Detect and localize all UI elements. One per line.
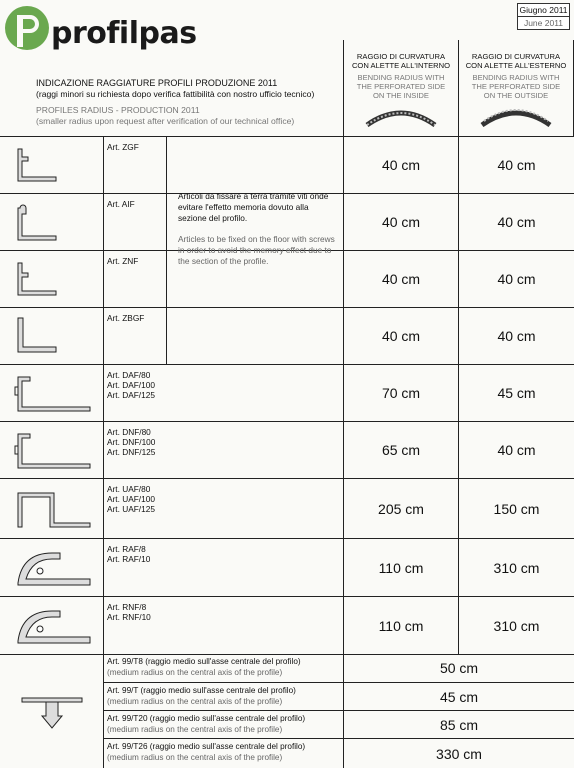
profile-image-cell [0, 365, 104, 421]
uaf-profile-icon [12, 487, 92, 531]
logo-text: profilpas [51, 16, 197, 51]
medium-radius-cell: 45 cm [343, 683, 574, 710]
aif-profile-icon [12, 204, 62, 244]
outside-radius-cell: 45 cm [458, 365, 574, 421]
outside-radius-cell: 40 cm [458, 194, 574, 250]
inside-it-line1: RAGGIO DI CURVATURA [356, 52, 446, 61]
medium-radius-cell: 50 cm [343, 654, 574, 682]
article-cell [104, 194, 166, 250]
profile-image-cell [0, 597, 104, 654]
description-it: Articoli da fissare a terra tramite viti onde evitare l'effetto memoria dovuto alla sezione del profilo. [178, 191, 329, 223]
article-label: Art. DNF/125 [107, 446, 156, 457]
title-en-block [36, 105, 294, 126]
article-label: Art. UAF/100 [107, 493, 155, 504]
date-box [517, 3, 570, 30]
table-row [104, 739, 574, 768]
date-en: June 2011 [523, 18, 564, 28]
article-cell [104, 365, 166, 421]
inside-radius-cell: 40 cm [343, 308, 458, 364]
inside-radius-cell: 65 cm [343, 422, 458, 478]
article-label: Art. ZGF [107, 142, 139, 152]
inside-it-line2: CON ALETTE ALL'INTERNO [351, 61, 451, 71]
dnf-profile-icon [12, 430, 92, 472]
article-label: Art. RAF/8 [107, 544, 146, 554]
title-it-block [36, 78, 314, 100]
outside-radius-cell: 40 cm [458, 251, 574, 307]
profile-image-cell [0, 308, 104, 364]
description-en: Articles to be fixed on the floor with screws in order to avoid the memory effect due to the section of the profile. [178, 234, 335, 266]
outside-it-line2: CON ALETTE ALL'ESTERNO [465, 61, 567, 71]
article-label: Art. RNF/10 [107, 611, 151, 622]
inside-radius-cell: 70 cm [343, 365, 458, 421]
table-row [0, 365, 574, 422]
title-it: INDICAZIONE RAGGIATURE PROFILI PRODUZIONE 2011 [36, 78, 278, 88]
article-label: Art. DNF/100 [107, 436, 156, 447]
article-cell [104, 137, 166, 193]
table-row [104, 654, 574, 683]
article-label: Art. RNF/8 [107, 602, 147, 612]
outside-en-line2: THE PERFORATED SIDE [471, 82, 561, 92]
outside-en-line1: BENDING RADIUS WITH [472, 73, 560, 83]
zgf-profile-icon [12, 147, 62, 185]
profilpas-logo-icon [3, 3, 53, 55]
column-header-inside [343, 40, 458, 136]
article-label: Art. 99/T8 (raggio medio sull'asse centrale del profilo) [107, 657, 301, 666]
article-label: Art. RAF/10 [107, 553, 151, 564]
article-cell [104, 597, 166, 654]
profile-image-cell [0, 194, 104, 250]
inside-radius-cell: 205 cm [343, 479, 458, 538]
inside-en-line3: ON THE INSIDE [373, 91, 429, 101]
inside-radius-cell: 110 cm [343, 597, 458, 654]
subtitle-it: (raggi minori su richiesta dopo verifica fattibilità con nostro ufficio tecnico) [36, 89, 315, 100]
article-label: Art. DAF/80 [107, 370, 151, 380]
article-note: (medium radius on the central axis of the profile) [107, 668, 283, 678]
article-note: (medium radius on the central axis of the profile) [107, 725, 283, 735]
outside-en-line3: ON THE OUTSIDE [483, 91, 549, 101]
article-label: Art. DAF/100 [107, 379, 155, 390]
znf-profile-icon [12, 261, 62, 299]
zbgf-profile-icon [12, 316, 62, 356]
outside-radius-cell: 150 cm [458, 479, 574, 538]
article-label: Art. DAF/125 [107, 389, 155, 400]
article-cell [104, 539, 166, 596]
article-label: Art. ZNF [107, 256, 139, 266]
medium-radius-cell: 330 cm [343, 739, 574, 768]
table-row [0, 539, 574, 597]
article-note: (medium radius on the central axis of the profile) [107, 697, 283, 707]
article-cell [104, 479, 166, 538]
article-label: Art. DNF/80 [107, 427, 151, 437]
article-cell [104, 422, 166, 478]
table-row [0, 597, 574, 655]
inside-radius-cell: 40 cm [343, 194, 458, 250]
raf-profile-icon [12, 547, 92, 589]
inside-radius-cell: 40 cm [343, 137, 458, 193]
outside-radius-cell: 40 cm [458, 137, 574, 193]
article-cell [104, 251, 166, 307]
profile-image-cell [0, 654, 104, 768]
curve-outside-icon [476, 105, 556, 127]
outside-radius-cell: 310 cm [458, 597, 574, 654]
article-label: Art. ZBGF [107, 313, 145, 323]
inside-radius-cell: 110 cm [343, 539, 458, 596]
profile-image-cell [0, 251, 104, 307]
inside-radius-cell: 40 cm [343, 251, 458, 307]
title-en: PROFILES RADIUS - PRODUCTION 2011 [36, 105, 200, 115]
t-profile-section [0, 654, 574, 768]
article-label: Art. AIF [107, 199, 135, 209]
mounting-description [166, 136, 343, 364]
article-label: Art. UAF/80 [107, 484, 151, 494]
table-row [0, 479, 574, 539]
rnf-profile-icon [12, 605, 92, 647]
article-cell [104, 308, 166, 364]
table-row [104, 711, 574, 739]
article-label: Art. 99/T20 (raggio medio sull'asse centrale del profilo) [107, 714, 306, 723]
table-row [104, 683, 574, 711]
curve-inside-icon [361, 105, 441, 127]
subtitle-en: (smaller radius upon request after verification of our technical office) [36, 115, 295, 126]
outside-radius-cell: 40 cm [458, 422, 574, 478]
article-label: Art. 99/T26 (raggio medio sull'asse centrale del profilo) [107, 742, 306, 751]
profile-image-cell [0, 539, 104, 596]
outside-radius-cell: 40 cm [458, 308, 574, 364]
daf-profile-icon [12, 373, 92, 415]
outside-it-line1: RAGGIO DI CURVATURA [471, 52, 561, 61]
outside-radius-cell: 310 cm [458, 539, 574, 596]
profile-image-cell [0, 479, 104, 538]
column-header-outside [458, 40, 574, 136]
table-row [0, 422, 574, 479]
profile-image-cell [0, 422, 104, 478]
article-note: (medium radius on the central axis of the profile) [107, 753, 283, 763]
inside-en-line2: THE PERFORATED SIDE [356, 82, 446, 92]
profilpas-logo [3, 3, 197, 55]
date-it: Giugno 2011 [519, 5, 568, 15]
t-profile-icon [20, 692, 84, 732]
medium-radius-cell: 85 cm [343, 711, 574, 738]
article-label: Art. 99/T (raggio medio sull'asse centrale del profilo) [107, 686, 296, 695]
article-label: Art. UAF/125 [107, 503, 155, 514]
inside-en-line1: BENDING RADIUS WITH [357, 73, 445, 83]
profile-image-cell [0, 137, 104, 193]
